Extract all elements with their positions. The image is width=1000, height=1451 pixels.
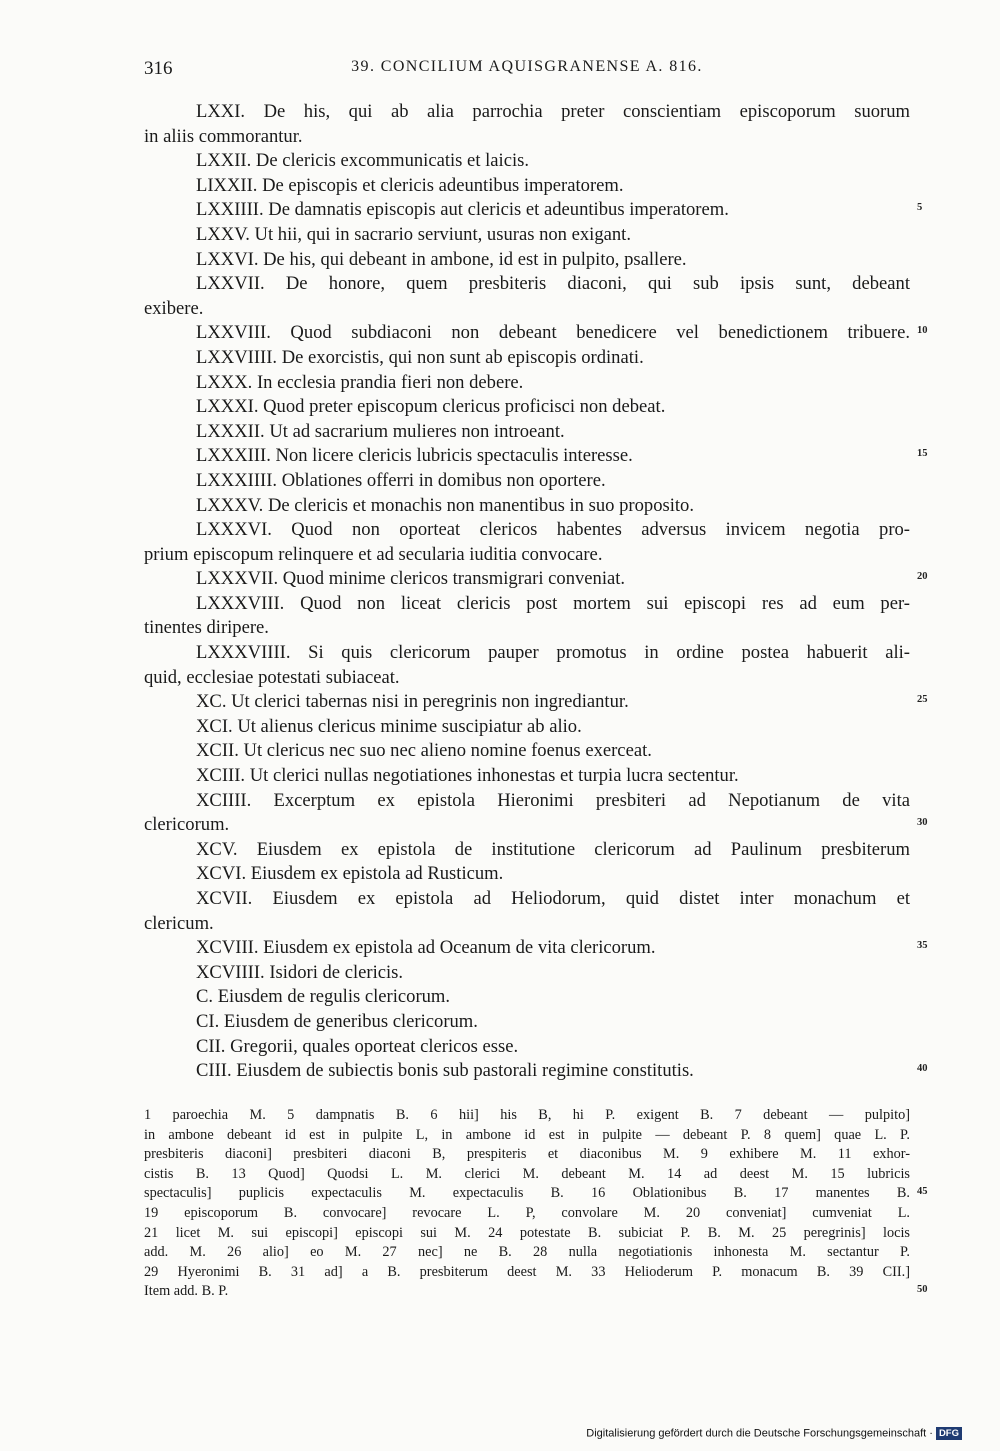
footnote-line: in ambone debeant id est in pulpite L, in ambone id est in pulpite — debeant P. 8 quem] quae L. P. <box>144 1126 910 1143</box>
text-line: CI. Eiusdem de generibus clericorum. <box>196 1010 478 1032</box>
footnote-line: 29 Hyeronimi B. 31 ad] a B. presbiterum deest M. 33 Helioderum P. monacum B. 39 CII.] <box>144 1263 910 1280</box>
footnote-line: Item add. B. P. <box>144 1283 229 1300</box>
text-line: LXXVII. De honore, quem presbiteris diaconi, qui sub ipsis sunt, debeant <box>196 273 910 295</box>
text-line: XCVII. Eiusdem ex epistola ad Heliodorum, quid distet inter monachum et <box>196 888 910 909</box>
footnote-line: spectaculis] puplicis expectaculis M. expectaculis B. 16 Oblationibus B. 17 manentes B. <box>144 1185 910 1202</box>
footnote-line: cistis B. 13 Quod] Quodsi L. M. clerici M. debeant M. 14 ad deest M. 15 lubricis <box>144 1165 910 1182</box>
margin-line-number: 35 <box>917 940 928 952</box>
text-line: LXXXVIII. Quod non liceat clericis post mortem sui episcopi res ad eum per- <box>196 592 910 614</box>
margin-line-number: 15 <box>917 448 928 460</box>
text-line: LXXX. In ecclesia prandia fieri non debere. <box>196 371 524 393</box>
text-line: in aliis commorantur. <box>144 125 303 147</box>
footnote-line: add. M. 26 alio] eo M. 27 nec] ne B. 28 nulla negotiationis inhonesta M. sectantur P. <box>144 1244 910 1261</box>
page-header <box>144 58 910 82</box>
text-line: LXXV. Ut hii, qui in sacrario serviunt, usuras non exigant. <box>196 223 631 245</box>
footnote-line: presbiteris diaconi] presbiteri diaconi B, prespiteris et diaconibus M. 9 exhibere M. 11 exhor- <box>144 1146 910 1163</box>
text-line: XCVIIII. Isidori de clericis. <box>196 961 404 983</box>
text-line: LXXVIIII. De exorcistis, qui non sunt ab episcopis ordinati. <box>196 346 644 368</box>
text-line: XC. Ut clerici tabernas nisi in peregrinis non ingrediantur. <box>196 691 629 713</box>
critical-apparatus <box>144 1106 910 1302</box>
footnote-line: 19 episcoporum B. convocare] revocare L. P, convolare M. 20 conveniat] cumveniat L. <box>144 1204 910 1221</box>
text-line: LXXVI. De his, qui debeant in ambone, id est in pulpito, psallere. <box>196 248 687 270</box>
text-line: XCIIII. Excerptum ex epistola Hieronimi presbiteri ad Nepotianum de vita <box>196 789 910 811</box>
text-line: clericum. <box>144 912 214 934</box>
text-line: LXXXV. De clericis et monachis non manentibus in suo proposito. <box>196 494 694 516</box>
text-line: LXXXVI. Quod non oporteat clericos habentes adversus invicem negotia pro- <box>196 519 910 541</box>
text-line: clericorum. <box>144 814 230 836</box>
margin-line-number: 10 <box>917 325 928 337</box>
text-line: prium episcopum relinquere et ad secularia iuditia convocare. <box>144 543 603 565</box>
margin-line-number: 40 <box>917 1063 928 1075</box>
margin-line-number: 45 <box>917 1186 928 1198</box>
margin-line-number: 5 <box>917 202 923 214</box>
margin-line-number: 25 <box>917 694 928 706</box>
text-line: exibere. <box>144 297 204 319</box>
margin-line-number: 20 <box>917 571 928 583</box>
text-line: LXXVIII. Quod subdiaconi non debeant benedicere vel benedictionem tribuere. <box>196 322 910 344</box>
text-line: tinentes diripere. <box>144 617 269 639</box>
digitization-credit <box>586 1427 962 1440</box>
page-number: 316 <box>144 58 173 79</box>
text-line: LXXIIII. De damnatis episcopis aut clericis et adeuntibus imperatorem. <box>196 199 729 221</box>
text-line: XCII. Ut clericus nec suo nec alieno nomine foenus exerceat. <box>196 740 652 762</box>
text-line: XCV. Eiusdem ex epistola de institutione clericorum ad Paulinum presbiterum <box>196 838 910 860</box>
text-line: XCVIII. Eiusdem ex epistola ad Oceanum de vita clericorum. <box>196 937 656 959</box>
margin-line-number: 50 <box>917 1284 928 1296</box>
text-line: XCIII. Ut clerici nullas negotiationes inhonestas et turpia lucra sectentur. <box>196 765 739 787</box>
text-line: LIXXII. De episcopis et clericis adeuntibus imperatorem. <box>196 174 624 196</box>
footnote-line: 1 paroechia M. 5 dampnatis B. 6 hii] his B, hi P. exigent B. 7 debeant — pulpito] <box>144 1107 910 1123</box>
text-line: LXXXI. Quod preter episcopum clericus proficisci non debeat. <box>196 396 666 418</box>
text-line: LXXXVIIII. Si quis clericorum pauper promotus in ordine postea habuerit ali- <box>196 642 910 664</box>
text-line: LXXXVII. Quod minime clericos transmigrari conveniat. <box>196 568 626 590</box>
credit-text: Digitalisierung gefördert durch die Deutsche Forschungsgemeinschaft · <box>586 1427 933 1440</box>
main-text <box>144 100 910 1084</box>
text-line: quid, ecclesiae potestati subiaceat. <box>144 666 400 688</box>
text-line: CII. Gregorii, quales oporteat clericos esse. <box>196 1035 519 1057</box>
text-line: XCI. Ut alienus clericus minime suscipiatur ab alio. <box>196 715 582 737</box>
text-line: LXXXII. Ut ad sacrarium mulieres non introeant. <box>196 420 565 442</box>
margin-line-number: 30 <box>917 817 928 829</box>
text-line: CIII. Eiusdem de subiectis bonis sub pastorali regimine constitutis. <box>196 1060 694 1082</box>
running-title: 39. CONCILIUM AQUISGRANENSE A. 816. <box>351 58 703 75</box>
text-line: LXXII. De clericis excommunicatis et laicis. <box>196 150 530 172</box>
text-line: LXXXIIII. Oblationes offerri in domibus non oportere. <box>196 469 606 491</box>
text-line: LXXXIII. Non licere clericis lubricis spectaculis interesse. <box>196 445 633 467</box>
dfg-logo: DFG <box>936 1427 962 1440</box>
text-line: C. Eiusdem de regulis clericorum. <box>196 986 451 1008</box>
text-line: XCVI. Eiusdem ex epistola ad Rusticum. <box>196 863 504 885</box>
footnote-line: 21 licet M. sui episcopi] episcopi sui M. 24 potestate B. subiciat P. B. M. 25 peregrinis] locis <box>144 1224 910 1241</box>
text-line: LXXI. De his, qui ab alia parrochia preter conscientiam episcoporum suorum <box>196 101 910 122</box>
